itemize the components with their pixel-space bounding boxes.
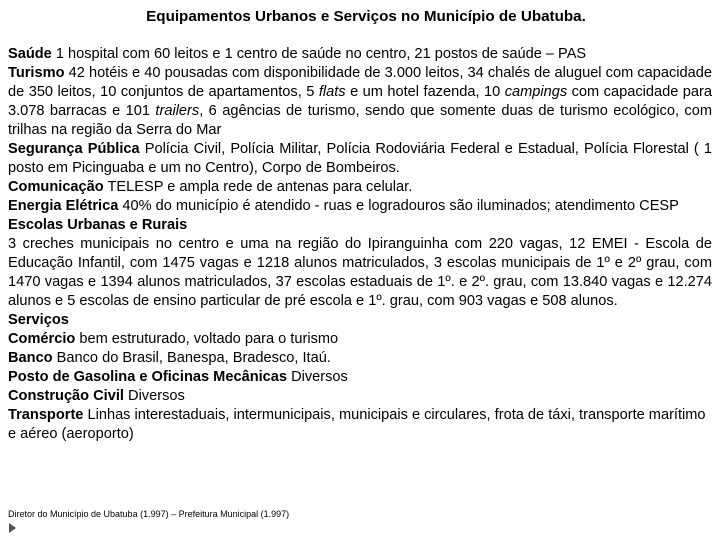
seguranca-paragraph <box>8 140 712 178</box>
banco-paragraph <box>8 349 712 368</box>
servicos-heading <box>8 311 712 330</box>
posto-label: Posto de Gasolina e Oficinas Mecânicas <box>8 369 288 385</box>
turismo-trailers: trailers <box>155 103 200 119</box>
construcao-label: Construção Civil <box>8 388 124 404</box>
escolas-text: 3 creches municipais no centro e uma na região do Ipiranguinha com 220 vagas, 12 EMEI - Escola de Educação Infantil, com 1475 vagas e 1218 alunos matriculados, 3 escolas municipais de 1º e 2º grau, com 1470 vagas e 1394 alunos matriculados, 37 escolas estaduais de 1º. e 2º. grau, com 13.840 vagas e 12.274 alunos e 5 escolas de ensino particular de pré escola e 1º. grau, com 903 vagas e 508 alunos. <box>8 236 712 309</box>
turismo-campings: campings <box>504 84 568 100</box>
comercio-text: bem estruturado, voltado para o turismo <box>75 331 339 347</box>
saude-label: Saúde <box>8 46 52 62</box>
posto-text: Diversos <box>287 369 348 385</box>
banco-text: Banco do Brasil, Banespa, Bradesco, Itaú. <box>52 350 331 366</box>
servicos-label: Serviços <box>8 312 69 328</box>
comunicacao-paragraph <box>8 178 712 197</box>
turismo-text-3: com capacidade para 3.078 barracas e 101 <box>8 84 712 119</box>
transporte-label: Transporte <box>8 407 84 423</box>
energia-text: 40% do município é atendido - ruas e logradouros são iluminados; atendimento CESP <box>118 198 679 214</box>
turismo-label: Turismo <box>8 65 65 81</box>
transporte-paragraph <box>8 406 712 444</box>
turismo-text-1: 42 hotéis e 40 pousadas com disponibilidade de 3.000 leitos, 34 chalés de aluguel com capacidade de 350 leitos, 10 conjuntos de apartamentos, 5 <box>8 65 712 100</box>
escolas-heading <box>8 216 712 235</box>
comercio-paragraph <box>8 330 712 349</box>
page-title: Equipamentos Urbanos e Serviços no Município de Ubatuba. <box>146 8 586 25</box>
construcao-paragraph <box>8 387 712 406</box>
turismo-flats: flats <box>318 84 346 100</box>
saude-paragraph <box>8 45 712 64</box>
turismo-paragraph <box>8 64 712 140</box>
posto-paragraph <box>8 368 712 387</box>
turismo-text-2: e um hotel fazenda, 10 <box>345 84 505 100</box>
slide-marker-icon <box>9 523 16 533</box>
comunicacao-text: TELESP e ampla rede de antenas para celular. <box>103 179 413 195</box>
document-body <box>8 45 712 444</box>
energia-label: Energia Elétrica <box>8 198 119 214</box>
source-caption: Diretor do Município de Ubatuba (1.997) – Prefeitura Municipal (1.997) <box>8 509 290 519</box>
comercio-label: Comércio <box>8 331 76 347</box>
seguranca-text: Polícia Civil, Polícia Militar, Polícia Rodoviária Federal e Estadual, Polícia Florestal ( 1 posto em Picinguaba e um no Centro), Corpo de Bombeiros. <box>8 141 712 176</box>
transporte-text: Linhas interestaduais, intermunicipais, municipais e circulares, frota de táxi, transporte marítimo e aéreo (aeroporto) <box>8 407 706 442</box>
turismo-text-4: , 6 agências de turismo, sendo que somente duas de turismo ecológico, com trilhas na região da Serra do Mar <box>8 103 712 138</box>
construcao-text: Diversos <box>123 388 185 404</box>
energia-paragraph <box>8 197 712 216</box>
comunicacao-label: Comunicação <box>8 179 104 195</box>
seguranca-label: Segurança Pública <box>8 141 140 157</box>
banco-label: Banco <box>8 350 53 366</box>
escolas-label: Escolas Urbanas e Rurais <box>8 217 188 233</box>
saude-text: 1 hospital com 60 leitos e 1 centro de saúde no centro, 21 postos de saúde – PAS <box>51 46 587 62</box>
